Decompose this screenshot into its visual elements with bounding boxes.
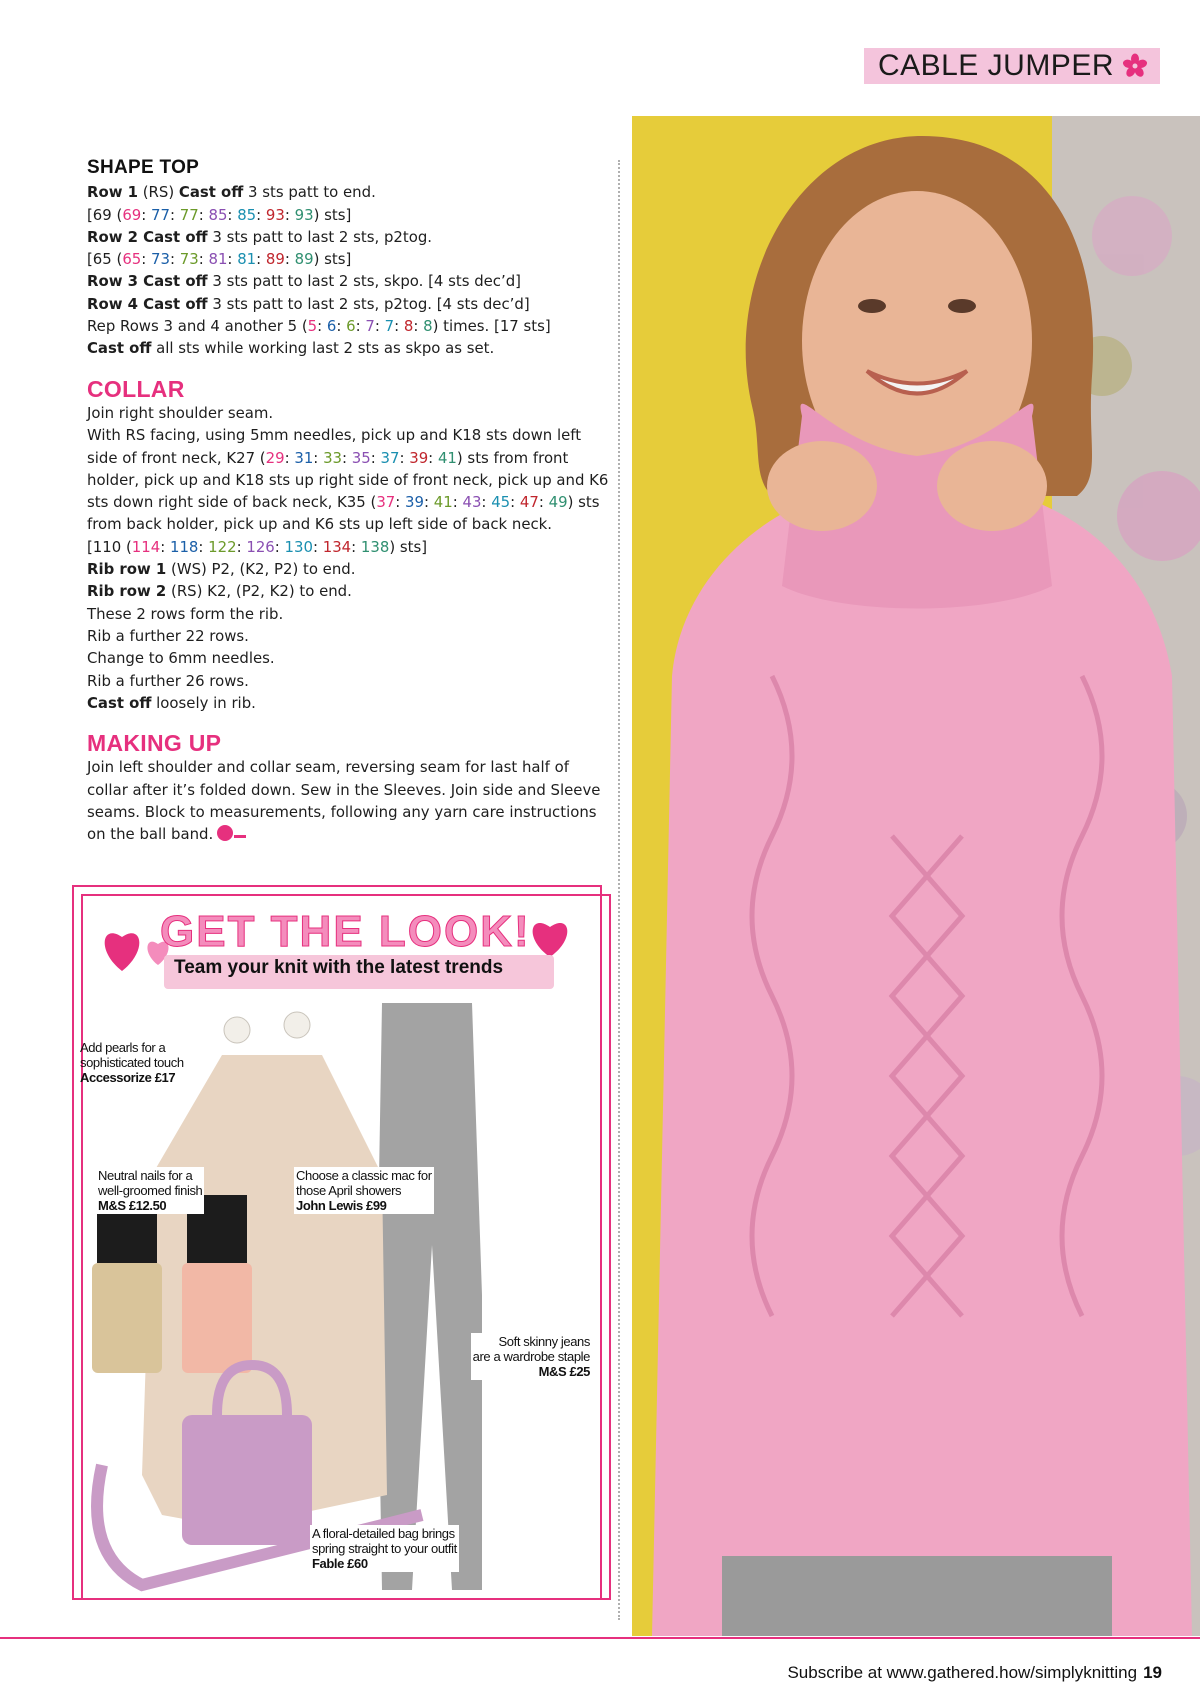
size-count: 77 (151, 205, 170, 224)
row-text: 3 sts patt to last 2 sts, skpo. [4 sts dec’d] (207, 272, 521, 291)
size-count: 85 (237, 205, 257, 224)
caption-price: John Lewis £99 (296, 1198, 387, 1213)
size-count: 8 (403, 317, 414, 336)
size-count: 49 (548, 493, 568, 512)
end-marker-dash (234, 835, 246, 838)
size-count: 130 (284, 537, 313, 556)
size-count: 93 (265, 205, 285, 224)
end-marker-icon (217, 825, 233, 841)
size-count: 73 (151, 250, 170, 269)
model-photo (632, 116, 1200, 1636)
size-count: 35 (351, 448, 371, 467)
making-up-text (87, 756, 612, 845)
repeat-close: ) times. [17 sts] (432, 317, 551, 336)
size-count: 37 (380, 448, 400, 467)
caption-line: Add pearls for a (80, 1040, 166, 1055)
row-text: loosely in rib. (151, 693, 256, 712)
repeat-text: Rep Rows 3 and 4 another 5 ( (87, 317, 308, 336)
row-text: (RS) K2, (P2, K2) to end. (166, 582, 352, 601)
collar-text: With RS facing, using 5mm needles, pick up and K18 sts down left side of front neck, K27 ( (87, 426, 582, 467)
caption-line: Soft skinny jeans (498, 1334, 590, 1349)
size-count: 45 (491, 493, 511, 512)
row-label: Rib row 1 (87, 560, 167, 579)
size-count: 41 (433, 493, 453, 512)
row-side: (RS) (138, 183, 179, 202)
mac-caption (294, 1167, 434, 1214)
nails-caption (96, 1167, 204, 1214)
size-count: 81 (208, 250, 228, 269)
row-text: 3 sts patt to last 2 sts, p2tog. [4 sts dec’d] (207, 294, 530, 313)
size-count: 69 (122, 205, 142, 224)
shape-top-row1 (87, 181, 612, 203)
caption-line: are a wardrobe staple (472, 1349, 590, 1364)
size-count: 73 (179, 250, 199, 269)
row-text: 3 sts patt to end. (243, 183, 376, 202)
size-count: 7 (384, 317, 395, 336)
shape-top-row4 (87, 293, 612, 315)
caption-price: M&S £12.50 (98, 1198, 167, 1213)
size-count: 89 (265, 250, 285, 269)
pearls-caption-block (80, 1040, 184, 1085)
page-number: 19 (1143, 1663, 1162, 1682)
collar-heading: COLLAR (87, 375, 185, 402)
collar-text: ) sts from front holder, pick up and K18 sts up right side of front neck, pick up and K6 sts down right side of back neck, K35 ( (87, 448, 609, 512)
caption-line: A floral-detailed bag brings (312, 1526, 455, 1541)
shape-top-castoff (87, 337, 612, 359)
shape-top-row2 (87, 226, 612, 248)
collar-line: Change to 6mm needles. (87, 649, 275, 668)
subscribe-link[interactable]: Subscribe at www.gathered.how/simplyknitting (787, 1663, 1138, 1682)
flower-icon (1122, 53, 1148, 79)
size-count: 114 (131, 537, 161, 556)
size-count: 5 (307, 317, 318, 336)
size-count: 7 (365, 317, 375, 336)
size-count: 39 (409, 448, 429, 467)
count-close: ) sts] (389, 537, 428, 556)
collar-line: Join right shoulder seam. (87, 403, 274, 422)
size-count: 89 (294, 250, 314, 269)
collar-line: Rib a further 26 rows. (87, 671, 249, 690)
get-the-look-title: GET THE LOOK! (160, 907, 531, 956)
collar-line: Rib a further 22 rows. (87, 626, 249, 645)
caption-line: Neutral nails for a (98, 1168, 193, 1183)
collar-text: ) sts from back holder, pick up and K6 sts up left side of back neck. (87, 493, 600, 534)
size-count: 33 (323, 448, 343, 467)
size-count: 43 (462, 493, 482, 512)
row-label: Cast off (87, 693, 152, 712)
count-open: [110 ( (87, 537, 132, 556)
caption-price: Accessorize £17 (80, 1070, 176, 1085)
shape-top-row2-count: [65 (65: 73: 73: 81: 81: 89: 89) sts] (87, 250, 352, 269)
collar-rib1 (87, 558, 612, 580)
size-count: 6 (326, 317, 337, 336)
row-label: Row 1 (87, 183, 138, 202)
size-count: 85 (208, 205, 228, 224)
section-title: CABLE JUMPER (877, 49, 1114, 82)
collar-line: These 2 rows form the rib. (87, 604, 284, 623)
products-illustration (82, 995, 602, 1595)
shape-top-heading: SHAPE TOP (87, 157, 200, 178)
row-label: Cast off (87, 339, 152, 358)
row-text: 3 sts patt to last 2 sts, p2tog. (207, 227, 433, 246)
size-count: 77 (179, 205, 199, 224)
shape-top-row3 (87, 270, 612, 292)
row-label: Row 4 Cast off (87, 294, 208, 313)
shape-top-row1-count: [69 (69: 77: 77: 85: 85: 93: 93) sts] (87, 205, 352, 224)
caption-line: well-groomed finish (98, 1183, 203, 1198)
size-count: 6 (346, 317, 356, 336)
size-count: 41 (437, 448, 457, 467)
size-count: 122 (208, 537, 237, 556)
count-open: [65 ( (87, 250, 123, 269)
size-count: 31 (294, 448, 314, 467)
collar-total: [110 (114: 118: 122: 126: 130: 134: 138) sts] (87, 537, 428, 556)
footer-rule (0, 1637, 1200, 1639)
making-up-heading: MAKING UP (87, 730, 222, 757)
count-close: ) sts] (313, 250, 352, 269)
caption-line: sophisticated touch (80, 1055, 184, 1070)
caption-price: Fable £60 (312, 1556, 368, 1571)
size-count: 29 (265, 448, 285, 467)
making-up-body: Join left shoulder and collar seam, reversing seam for last half of collar after it’s folded down. Sew in the Sleeves. Join side and Sleeve seams. Block to measurements, following any yarn care instructions on the ball band. (87, 758, 601, 844)
row-text: (WS) P2, (K2, P2) to end. (166, 560, 356, 579)
size-count: 134 (322, 537, 352, 556)
collar-pickup: With RS facing, using 5mm needles, pick up and K18 sts down left side of front neck, K27 (29: 31: 33: 35: 37: 39: 41) sts from front holder, pick up and K18 sts up right side of front neck, pick up and K6 sts down right side of back neck, K35 (37: 39: 41: 43: 45: 47: 49) sts from back holder, pick up and K6 sts up left side of back neck. (87, 426, 609, 534)
size-count: 93 (294, 205, 314, 224)
size-count: 65 (122, 250, 142, 269)
model-photo-illustration (632, 116, 1200, 1636)
shape-top-repeat: Rep Rows 3 and 4 another 5 (5: 6: 6: 7: 7: 8: 8) times. [17 sts] (87, 317, 551, 336)
size-count: 126 (246, 537, 275, 556)
collar-rib2 (87, 580, 612, 602)
jeans-caption (471, 1333, 592, 1380)
collar-castoff (87, 692, 612, 714)
size-count: 138 (360, 537, 390, 556)
caption-line: those April showers (296, 1183, 402, 1198)
row-label: Row 3 Cast off (87, 272, 208, 291)
get-the-look-box (72, 885, 612, 1605)
size-count: 8 (423, 317, 433, 336)
footer (787, 1663, 1162, 1683)
caption-line: spring straight to your outfit (312, 1541, 457, 1556)
get-the-look-subtitle: Team your knit with the latest trends (174, 957, 504, 978)
size-count: 81 (237, 250, 257, 269)
bag-caption (310, 1525, 459, 1572)
count-open: [69 ( (87, 205, 123, 224)
row-text: all sts while working last 2 sts as skpo as set. (151, 339, 495, 358)
row-label: Row 2 Cast off (87, 227, 208, 246)
section-header (864, 48, 1160, 84)
count-close: ) sts] (313, 205, 352, 224)
caption-line: Choose a classic mac for (296, 1168, 432, 1183)
caption-price: M&S £25 (538, 1364, 590, 1379)
pattern-text (87, 157, 612, 846)
size-count: 39 (405, 493, 424, 512)
size-count: 118 (169, 537, 199, 556)
size-count: 37 (376, 493, 396, 512)
column-divider (618, 160, 620, 1620)
row-label: Rib row 2 (87, 582, 167, 601)
size-count: 47 (519, 493, 539, 512)
row-action: Cast off (178, 183, 244, 202)
